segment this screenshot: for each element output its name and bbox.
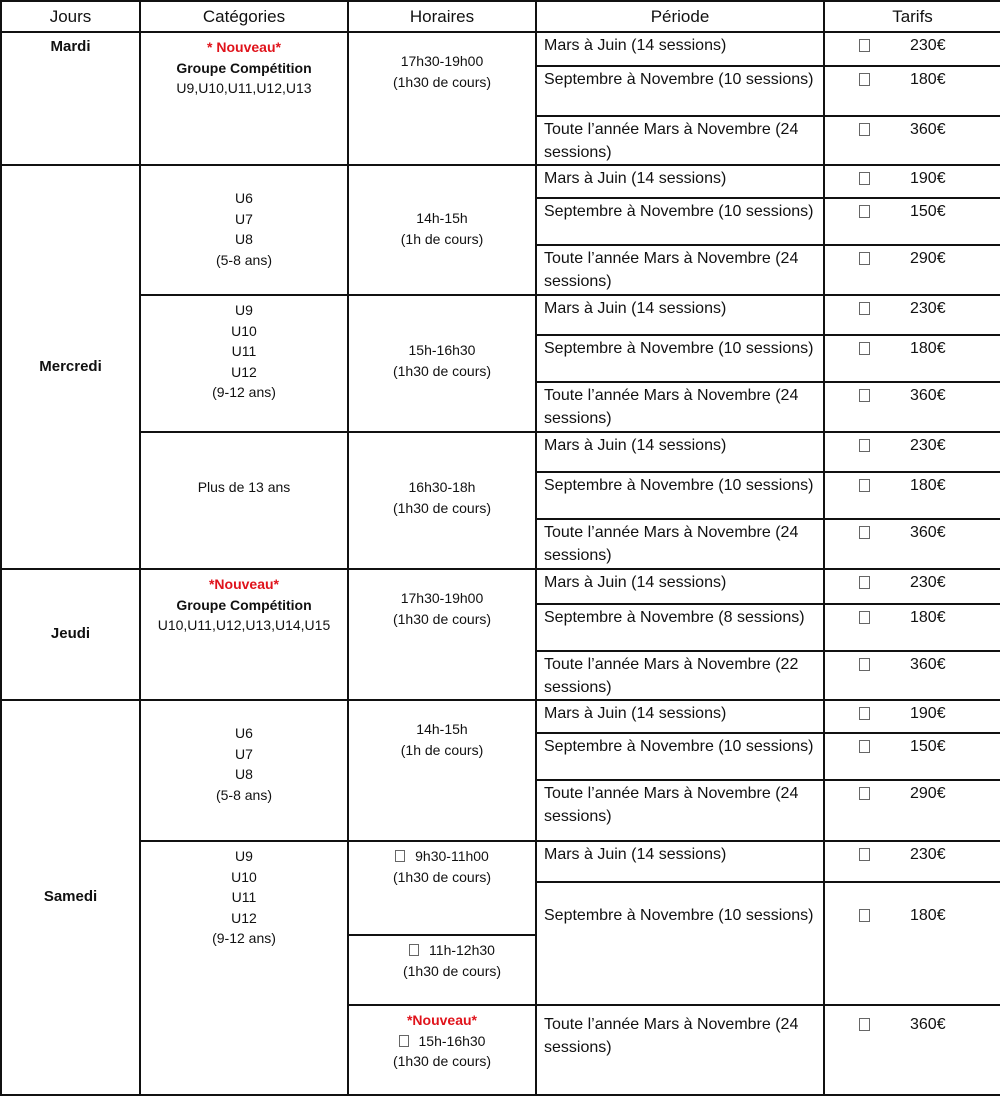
checkbox-icon[interactable] [859,39,870,52]
category-cell [140,32,348,165]
checkbox-icon[interactable] [859,909,870,922]
price-cell [824,165,1000,198]
price-label: 230€ [910,574,946,591]
time-label: 11h-12h30 [429,942,495,958]
header-periode: Période [536,1,824,32]
price-label: 360€ [910,1016,946,1033]
day-samedi: Samedi [1,700,140,1095]
header-horaires: Horaires [348,1,536,32]
time-slot-line [349,846,535,867]
checkbox-icon[interactable] [859,848,870,861]
price-cell [824,569,1000,604]
category-label: Plus de 13 ans [197,479,291,495]
time-label: 17h30-19h00 [400,53,484,69]
price-cell [824,733,1000,780]
price-label: 190€ [910,705,946,722]
checkbox-icon[interactable] [859,658,870,671]
checkbox-icon[interactable] [409,944,419,956]
price-label: 290€ [910,785,946,802]
schedule-slot [348,841,536,935]
table-row [1,432,1000,472]
price-label: 290€ [910,250,946,267]
category-label: U9 [235,302,253,318]
time-slot-line [369,940,535,961]
period-cell: Septembre à Novembre (10 sessions) [536,66,824,116]
table-row [1,295,1000,335]
price-cell [824,519,1000,569]
nouveau-badge: *Nouveau* [208,576,280,592]
price-label: 180€ [910,71,946,88]
table-row [1,569,1000,604]
duration-label: (1h30 de cours) [392,73,492,90]
schedule-cell [348,32,536,165]
price-label: 190€ [910,170,946,187]
price-label: 360€ [910,387,946,404]
price-cell [824,780,1000,841]
day-mardi: Mardi [1,32,140,165]
checkbox-icon[interactable] [859,526,870,539]
category-label: U7 [235,745,253,762]
price-cell [824,382,1000,432]
price-cell [824,841,1000,882]
checkbox-icon[interactable] [859,123,870,136]
price-cell [824,472,1000,519]
time-label: 15h-16h30 [418,1032,486,1049]
period-cell: Toute l’année Mars à Novembre (22 sessions) [536,651,824,700]
category-cell [140,700,348,841]
period-cell: Mars à Juin (14 sessions) [536,32,824,66]
table-row [1,841,1000,882]
category-list: U9,U10,U11,U12,U13 [176,80,312,96]
category-label: U11 [231,889,257,905]
category-label: U8 [235,231,253,247]
checkbox-icon[interactable] [859,611,870,624]
price-label: 360€ [910,524,946,541]
category-cell [140,841,348,1095]
checkbox-icon[interactable] [859,172,870,185]
group-label: Groupe Compétition [176,596,312,613]
category-label: U11 [231,343,257,359]
category-label: U9 [235,848,253,864]
period-cell: Septembre à Novembre (10 sessions) [536,472,824,519]
period-cell: Mars à Juin (14 sessions) [536,165,824,198]
price-cell [824,1005,1000,1095]
time-label: 16h30-18h [408,479,476,495]
period-cell: Toute l’année Mars à Novembre (24 sessions) [536,519,824,569]
category-label: U12 [231,909,257,926]
period-cell: Mars à Juin (14 sessions) [536,295,824,335]
duration-label: (1h30 de cours) [392,362,492,379]
price-cell [824,604,1000,651]
time-label: 14h-15h [416,721,468,737]
category-label: U6 [235,725,253,741]
checkbox-icon[interactable] [399,1035,409,1047]
checkbox-icon[interactable] [859,252,870,265]
category-cell [140,569,348,700]
period-cell: Septembre à Novembre (10 sessions) [536,335,824,382]
schedule-slot [348,1005,536,1095]
schedule-cell [348,295,536,432]
category-label: U10 [231,322,257,339]
duration-label: (1h30 de cours) [402,962,502,979]
category-cell [140,165,348,295]
price-label: 230€ [910,437,946,454]
category-label: U8 [235,766,253,782]
price-cell [824,66,1000,116]
price-cell [824,295,1000,335]
period-cell: Toute l’année Mars à Novembre (24 sessions) [536,245,824,295]
duration-label: (1h30 de cours) [392,868,492,885]
checkbox-icon[interactable] [859,439,870,452]
price-label: 180€ [910,609,946,626]
price-label: 180€ [910,477,946,494]
time-label: 15h-16h30 [408,342,476,358]
price-cell [824,32,1000,66]
schedule-cell [348,432,536,569]
schedule-slot [348,935,536,1005]
period-cell: Septembre à Novembre (8 sessions) [536,604,824,651]
header-row [1,1,1000,32]
checkbox-icon[interactable] [859,302,870,315]
price-label: 150€ [910,203,946,220]
period-cell: Mars à Juin (14 sessions) [536,432,824,472]
day-mercredi: Mercredi [1,165,140,569]
nouveau-badge: * Nouveau* [207,39,281,55]
category-label: U6 [235,190,253,206]
checkbox-icon[interactable] [859,740,870,753]
duration-label: (1h de cours) [400,230,484,247]
time-slot-line [349,1031,535,1052]
checkbox-icon[interactable] [859,205,870,218]
checkbox-icon[interactable] [395,850,405,862]
checkbox-icon[interactable] [859,1018,870,1031]
age-range-label: (5-8 ans) [215,786,273,803]
header-jours: Jours [1,1,140,32]
period-cell: Toute l’année Mars à Novembre (24 sessions) [536,382,824,432]
duration-label: (1h30 de cours) [392,1053,492,1069]
price-label: 150€ [910,738,946,755]
price-cell [824,882,1000,1005]
category-cell [140,295,348,432]
category-list: U10,U11,U12,U13,U14,U15 [157,617,331,633]
price-label: 230€ [910,300,946,317]
day-jeudi: Jeudi [1,569,140,700]
price-label: 360€ [910,656,946,673]
duration-label: (1h30 de cours) [392,499,492,516]
category-label: U7 [235,210,253,227]
age-range-label: (9-12 ans) [212,384,276,400]
age-range-label: (5-8 ans) [215,251,273,268]
checkbox-icon[interactable] [859,73,870,86]
price-label: 230€ [910,37,946,54]
category-cell [140,432,348,569]
checkbox-icon[interactable] [859,707,870,720]
nouveau-badge: *Nouveau* [406,1012,478,1028]
period-cell: Septembre à Novembre (10 sessions) [536,882,824,1005]
schedule-cell [348,700,536,841]
duration-label: (1h30 de cours) [392,610,492,627]
checkbox-icon[interactable] [859,342,870,355]
period-cell: Toute l’année Mars à Novembre (24 sessions) [536,116,824,165]
period-cell: Septembre à Novembre (10 sessions) [536,733,824,780]
period-cell: Mars à Juin (14 sessions) [536,569,824,604]
period-cell: Toute l’année Mars à Novembre (24 sessions) [536,1005,824,1095]
price-label: 230€ [910,846,946,863]
time-label: 17h30-19h00 [400,590,484,606]
price-cell [824,198,1000,245]
price-cell [824,432,1000,472]
schedule-cell [348,569,536,700]
price-cell [824,700,1000,733]
time-label: 14h-15h [416,210,468,226]
price-label: 360€ [910,121,946,138]
price-cell [824,335,1000,382]
price-label: 180€ [910,907,946,924]
time-label: 9h30-11h00 [415,848,489,864]
group-label: Groupe Compétition [176,59,312,76]
period-cell: Mars à Juin (14 sessions) [536,841,824,882]
period-cell: Toute l’année Mars à Novembre (24 sessions) [536,780,824,841]
period-cell: Septembre à Novembre (10 sessions) [536,198,824,245]
category-label: U10 [231,868,257,885]
category-label: U12 [231,363,257,380]
checkbox-icon[interactable] [859,389,870,402]
age-range-label: (9-12 ans) [212,930,276,946]
table-row [1,32,1000,66]
price-cell [824,245,1000,295]
period-cell: Mars à Juin (14 sessions) [536,700,824,733]
header-categories: Catégories [140,1,348,32]
table-row [1,165,1000,198]
duration-label: (1h de cours) [400,741,484,758]
price-cell [824,116,1000,165]
schedule-cell [348,165,536,295]
checkbox-icon[interactable] [859,787,870,800]
checkbox-icon[interactable] [859,479,870,492]
header-tarifs: Tarifs [824,1,1000,32]
table-row [1,700,1000,733]
price-cell [824,651,1000,700]
checkbox-icon[interactable] [859,576,870,589]
price-label: 180€ [910,340,946,357]
